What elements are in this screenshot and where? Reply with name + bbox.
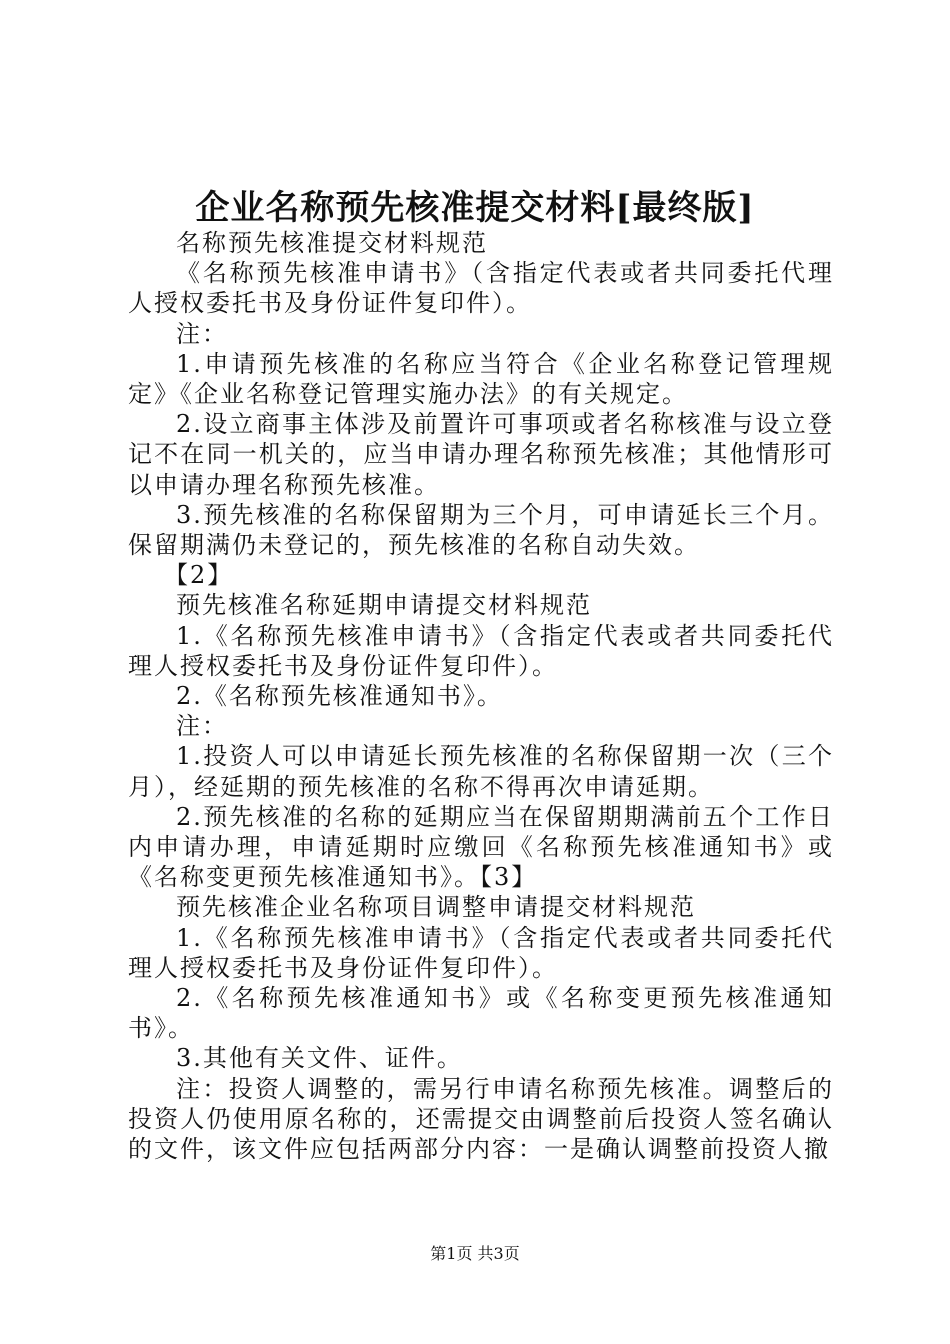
paragraph: 《名称预先核准申请书》（含指定代表或者共同委托代理人授权委托书及身份证件复印件）。 — [128, 259, 834, 318]
paragraph: 2.《名称预先核准通知书》。 — [176, 682, 503, 711]
paragraph: 2.预先核准的名称的延期应当在保留期期满前五个工作日内申请办理，申请延期时应缴回《名称预先核准通知书》或《名称变更预先核准通知书》。【3】 — [128, 802, 834, 892]
paragraph: 1.《名称预先核准申请书》（含指定代表或者共同委托代理人授权委托书及身份证件复印件）。 — [128, 923, 834, 982]
paragraph: 3.其他有关文件、证件。 — [176, 1044, 463, 1073]
section-marker: 【2】 — [164, 561, 234, 590]
section-heading: 名称预先核准提交材料规范 — [176, 229, 488, 257]
section-heading: 预先核准企业名称项目调整申请提交材料规范 — [176, 893, 696, 922]
paragraph: 1.《名称预先核准申请书》（含指定代表或者共同委托代理人授权委托书及身份证件复印件）。 — [128, 621, 834, 680]
note-label: 注： — [176, 712, 228, 741]
paragraph: 1.申请预先核准的名称应当符合《企业名称登记管理规定》《企业名称登记管理实施办法》的有关规定。 — [128, 349, 834, 409]
paragraph: 注：投资人调整的，需另行申请名称预先核准。调整后的投资人仍使用原名称的，还需提交由调整前后投资人签名确认的文件，该文件应包括两部分内容：一是确认调整前投资人撤 — [128, 1074, 834, 1164]
document-title: 企业名称预先核准提交材料[最终版] — [195, 188, 755, 228]
paragraph: 2.《名称预先核准通知书》或《名称变更预先核准通知书》。 — [128, 984, 834, 1043]
paragraph: 1.投资人可以申请延长预先核准的名称保留期一次（三个月），经延期的预先核准的名称不得再次申请延期。 — [128, 742, 834, 801]
page-footer: 第1页 共3页 — [430, 1244, 520, 1263]
section-heading: 预先核准名称延期申请提交材料规范 — [176, 591, 592, 620]
document-body — [128, 228, 834, 1164]
paragraph: 2.设立商事主体涉及前置许可事项或者名称核准与设立登记不在同一机关的，应当申请办理名称预先核准；其他情形可以申请办理名称预先核准。 — [128, 410, 834, 499]
note-label: 注： — [176, 319, 228, 348]
paragraph: 3.预先核准的名称保留期为三个月，可申请延长三个月。保留期满仍未登记的，预先核准的名称自动失效。 — [128, 500, 834, 560]
